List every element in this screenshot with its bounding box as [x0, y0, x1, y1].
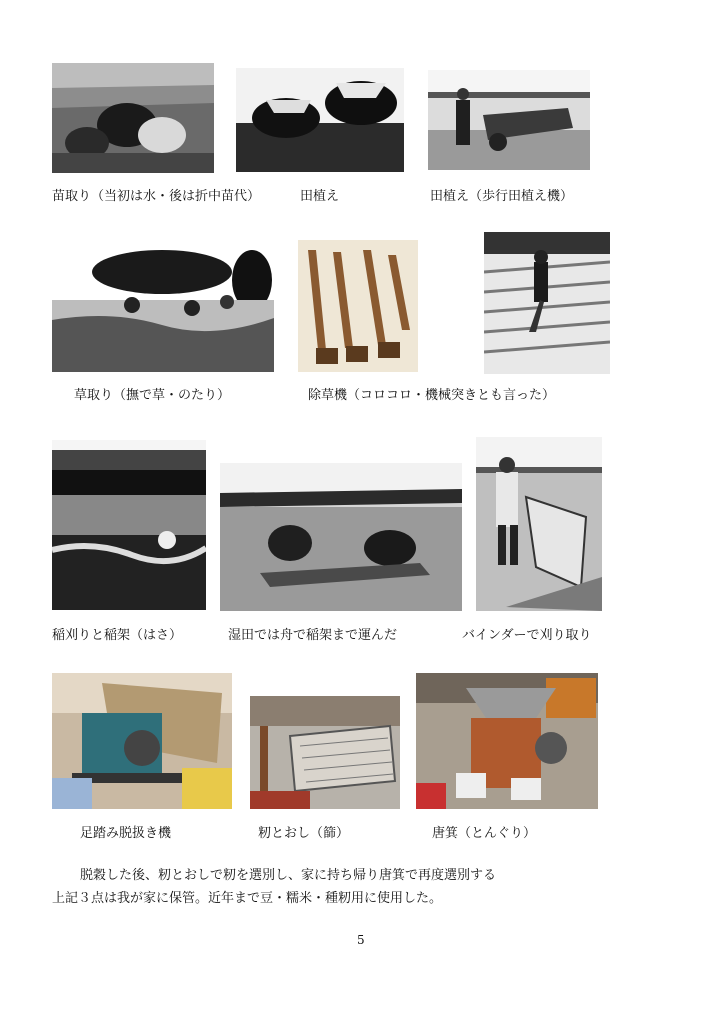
- photo-rice-planting: [236, 68, 404, 172]
- body-text-line-1: 脱穀した後、籾とおしで籾を選別し、家に持ち帰り唐箕で再度選別する: [80, 868, 497, 883]
- caption-harvest-drying-rack: 稲刈りと稲架（はさ）: [52, 628, 183, 643]
- caption-weeding-machines: 除草機（コロコロ・機械突きとも言った）: [308, 388, 556, 403]
- caption-boat-transport: 湿田では舟で稲架まで運んだ: [228, 628, 398, 643]
- photo-rice-sieve: [250, 696, 400, 809]
- body-text-line-2: 上記３点は我が家に保管。近年まで豆・糯米・種籾用に使用した。: [52, 891, 443, 906]
- caption-winnower: 唐箕（とんぐり）: [432, 826, 537, 841]
- caption-pedal-thresher: 足踏み脱扱き機: [80, 826, 172, 841]
- caption-walking-planter: 田植え（歩行田植え機）: [430, 189, 574, 204]
- page-number: 5: [357, 933, 365, 947]
- photo-winnower: [416, 673, 598, 809]
- caption-binder: バインダーで刈り取り: [462, 628, 592, 643]
- photo-weeding: [52, 230, 274, 372]
- caption-seedling-pulling: 苗取り（当初は水・後は折中苗代）: [52, 189, 261, 204]
- photo-boat-transport: [220, 463, 462, 611]
- photo-seedling-pulling: [52, 63, 214, 173]
- photo-binder: [476, 437, 602, 611]
- caption-rice-sieve: 籾とおし（篩）: [258, 826, 350, 841]
- caption-rice-planting: 田植え: [300, 189, 340, 204]
- photo-pedal-thresher: [52, 673, 232, 809]
- photo-weeder-field: [484, 232, 610, 374]
- photo-harvest-drying-rack: [52, 440, 206, 610]
- photo-walking-planter: [428, 70, 590, 170]
- photo-weeding-machines: [298, 240, 418, 372]
- caption-weeding: 草取り（撫で草・のたり）: [74, 388, 231, 403]
